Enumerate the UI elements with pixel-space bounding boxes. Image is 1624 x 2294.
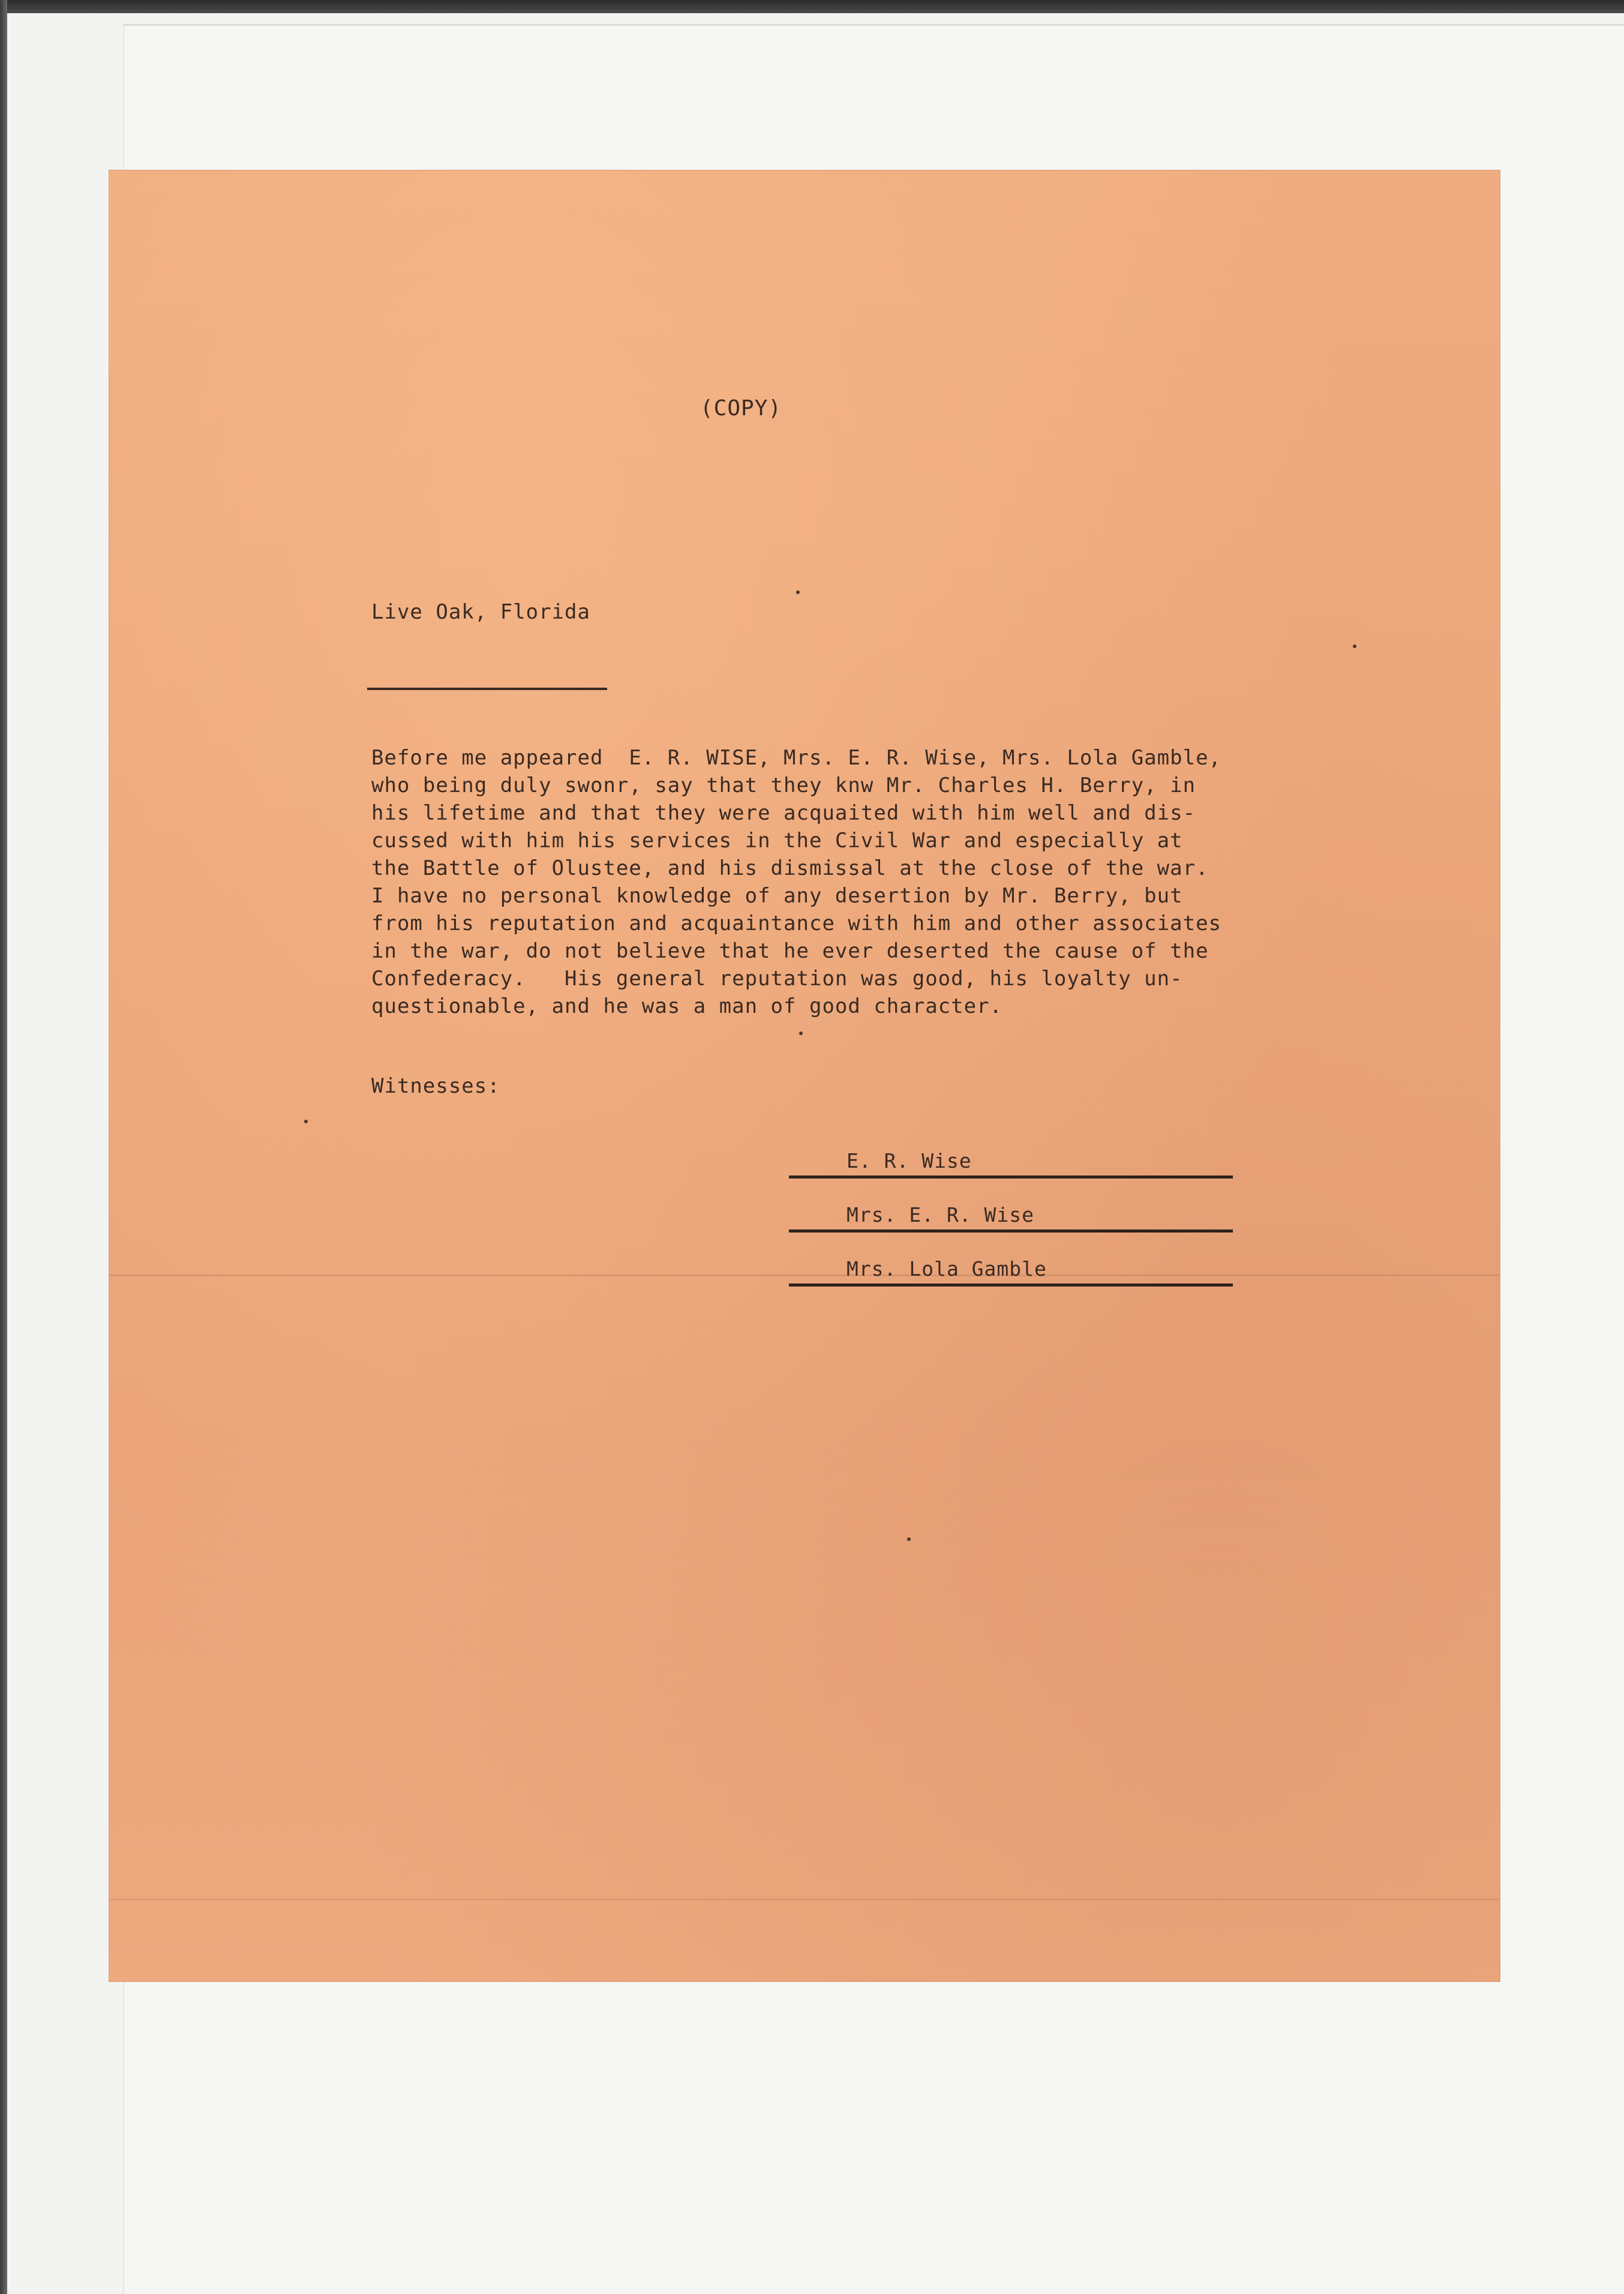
body-line: in the war, do not believe that he ever deserted the cause of the — [371, 939, 1209, 963]
body-line: questionable, and he was a man of good character. — [371, 994, 1003, 1018]
paper-speck — [796, 590, 800, 594]
affidavit-body — [371, 744, 1403, 1020]
body-line: Before me appeared E. R. WISE, Mrs. E. R. Wise, Mrs. Lola Gamble, — [371, 746, 1222, 770]
signature-name: Mrs. Lola Gamble — [846, 1257, 1047, 1281]
signature-line-3 — [789, 1239, 1233, 1287]
witnesses-label: Witnesses: — [371, 1074, 500, 1098]
place-line: Live Oak, Florida — [371, 600, 590, 624]
body-line: Confederacy. His general reputation was good, his loyalty un- — [371, 967, 1183, 991]
signature-rule — [789, 1230, 1233, 1233]
scan-border-top — [0, 0, 1624, 13]
body-line: who being duly swonr, say that they knw Mr. Charles H. Berry, in — [371, 773, 1196, 797]
paper-speck — [304, 1120, 308, 1123]
signature-rule — [789, 1176, 1233, 1179]
paper-speck — [907, 1537, 911, 1541]
document-page — [109, 170, 1500, 1981]
signature-rule — [789, 1284, 1233, 1287]
body-line: I have no personal knowledge of any desertion by Mr. Berry, but — [371, 884, 1183, 908]
signature-name: Mrs. E. R. Wise — [846, 1203, 1035, 1227]
signature-line-2 — [789, 1185, 1233, 1233]
signature-line-1 — [789, 1130, 1233, 1179]
body-line: the Battle of Olustee, and his dismissal at the close of the war. — [371, 856, 1209, 880]
copy-mark: (COPY) — [700, 396, 782, 421]
body-line: from his reputation and acquaintance with him and other associates — [371, 911, 1222, 935]
scan-border-left — [0, 0, 7, 2294]
date-blank-line — [367, 688, 607, 690]
body-line: cussed with him his services in the Civil War and especially at — [371, 829, 1183, 853]
signature-name: E. R. Wise — [846, 1149, 972, 1173]
body-line: his lifetime and that they were acquaited with him well and dis- — [371, 801, 1196, 825]
paper-speck — [1353, 644, 1356, 648]
paper-speck — [799, 1031, 803, 1035]
